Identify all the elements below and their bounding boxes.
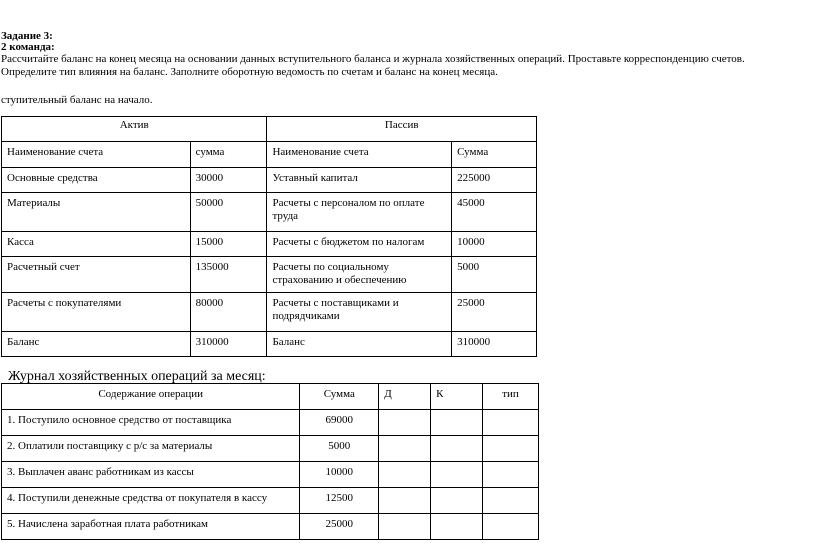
operation-amount: 25000 (300, 514, 379, 540)
passiv-account-name: Расчеты с бюджетом по налогам (267, 232, 452, 257)
passiv-name-header: Наименование счета (267, 142, 452, 168)
table-row (2, 410, 539, 436)
passiv-account-name: Уставный капитал (267, 168, 452, 193)
operation-amount: 5000 (300, 436, 379, 462)
aktiv-account-name: Материалы (2, 193, 191, 232)
passiv-account-name: Расчеты по социальному страхованию и обеспечению (267, 257, 452, 293)
debit-cell[interactable] (379, 436, 431, 462)
passiv-amount: 5000 (452, 257, 537, 293)
content-header: Содержание операции (2, 384, 300, 410)
operation-amount: 12500 (300, 488, 379, 514)
aktiv-account-name: Расчетный счет (2, 257, 191, 293)
sum-header: Сумма (300, 384, 379, 410)
debit-cell[interactable] (379, 462, 431, 488)
passiv-amount: 225000 (452, 168, 537, 193)
balance-total-row (2, 332, 537, 357)
balance-group-header (2, 117, 537, 142)
journal-title: Журнал хозяйственных операций за месяц: (8, 369, 266, 384)
aktiv-amount: 135000 (190, 257, 267, 293)
task-instruction-line-2: Определите тип влияния на баланс. Заполните оборотную ведомость по счетам и баланс на конец месяца. (1, 66, 498, 78)
table-row (2, 193, 537, 232)
operation-amount: 10000 (300, 462, 379, 488)
aktiv-amount: 30000 (190, 168, 267, 193)
type-cell[interactable] (483, 436, 539, 462)
table-row (2, 232, 537, 257)
aktiv-total-amount: 310000 (190, 332, 267, 357)
table-row (2, 462, 539, 488)
journal-table (1, 383, 539, 540)
passiv-account-name: Расчеты с персоналом по оплате труда (267, 193, 452, 232)
credit-cell[interactable] (431, 514, 483, 540)
aktiv-sum-header: сумма (190, 142, 267, 168)
task-instruction-line-1: Рассчитайте баланс на конец месяца на основании данных вступительного баланса и журнала хозяйственных операций. Проставьте корреспонденцию счетов. (1, 53, 745, 65)
team-label: 2 команда: (1, 41, 55, 53)
table-row (2, 488, 539, 514)
passiv-sum-header: Сумма (452, 142, 537, 168)
operation-content: 5. Начислена заработная плата работникам (2, 514, 300, 540)
aktiv-name-header: Наименование счета (2, 142, 191, 168)
debit-cell[interactable] (379, 410, 431, 436)
balance-column-header (2, 142, 537, 168)
operation-content: 1. Поступило основное средство от поставщика (2, 410, 300, 436)
passiv-header: Пассив (267, 117, 537, 142)
journal-column-header (2, 384, 539, 410)
aktiv-header: Актив (2, 117, 267, 142)
aktiv-account-name: Расчеты с покупателями (2, 293, 191, 332)
operation-content: 2. Оплатили поставщику с р/с за материалы (2, 436, 300, 462)
credit-cell[interactable] (431, 488, 483, 514)
aktiv-amount: 15000 (190, 232, 267, 257)
passiv-amount: 25000 (452, 293, 537, 332)
type-cell[interactable] (483, 514, 539, 540)
passiv-total-amount: 310000 (452, 332, 537, 357)
credit-cell[interactable] (431, 436, 483, 462)
aktiv-total-name: Баланс (2, 332, 191, 357)
type-header: тип (483, 384, 539, 410)
table-row (2, 293, 537, 332)
aktiv-account-name: Касса (2, 232, 191, 257)
operation-content: 4. Поступили денежные средства от покупателя в кассу (2, 488, 300, 514)
type-cell[interactable] (483, 462, 539, 488)
task-title: Задание 3: (1, 30, 53, 42)
aktiv-amount: 50000 (190, 193, 267, 232)
aktiv-amount: 80000 (190, 293, 267, 332)
debit-cell[interactable] (379, 514, 431, 540)
table-row (2, 168, 537, 193)
credit-cell[interactable] (431, 462, 483, 488)
aktiv-account-name: Основные средства (2, 168, 191, 193)
debit-header: Д (379, 384, 431, 410)
passiv-amount: 10000 (452, 232, 537, 257)
table-row (2, 257, 537, 293)
table-row (2, 514, 539, 540)
type-cell[interactable] (483, 410, 539, 436)
credit-cell[interactable] (431, 410, 483, 436)
table-row (2, 436, 539, 462)
passiv-total-name: Баланс (267, 332, 452, 357)
operation-amount: 69000 (300, 410, 379, 436)
type-cell[interactable] (483, 488, 539, 514)
passiv-amount: 45000 (452, 193, 537, 232)
passiv-account-name: Расчеты с поставщиками и подрядчиками (267, 293, 452, 332)
opening-balance-table (1, 116, 537, 357)
operation-content: 3. Выплачен аванс работникам из кассы (2, 462, 300, 488)
opening-balance-label: ступительный баланс на начало. (1, 94, 153, 106)
debit-cell[interactable] (379, 488, 431, 514)
credit-header: К (431, 384, 483, 410)
